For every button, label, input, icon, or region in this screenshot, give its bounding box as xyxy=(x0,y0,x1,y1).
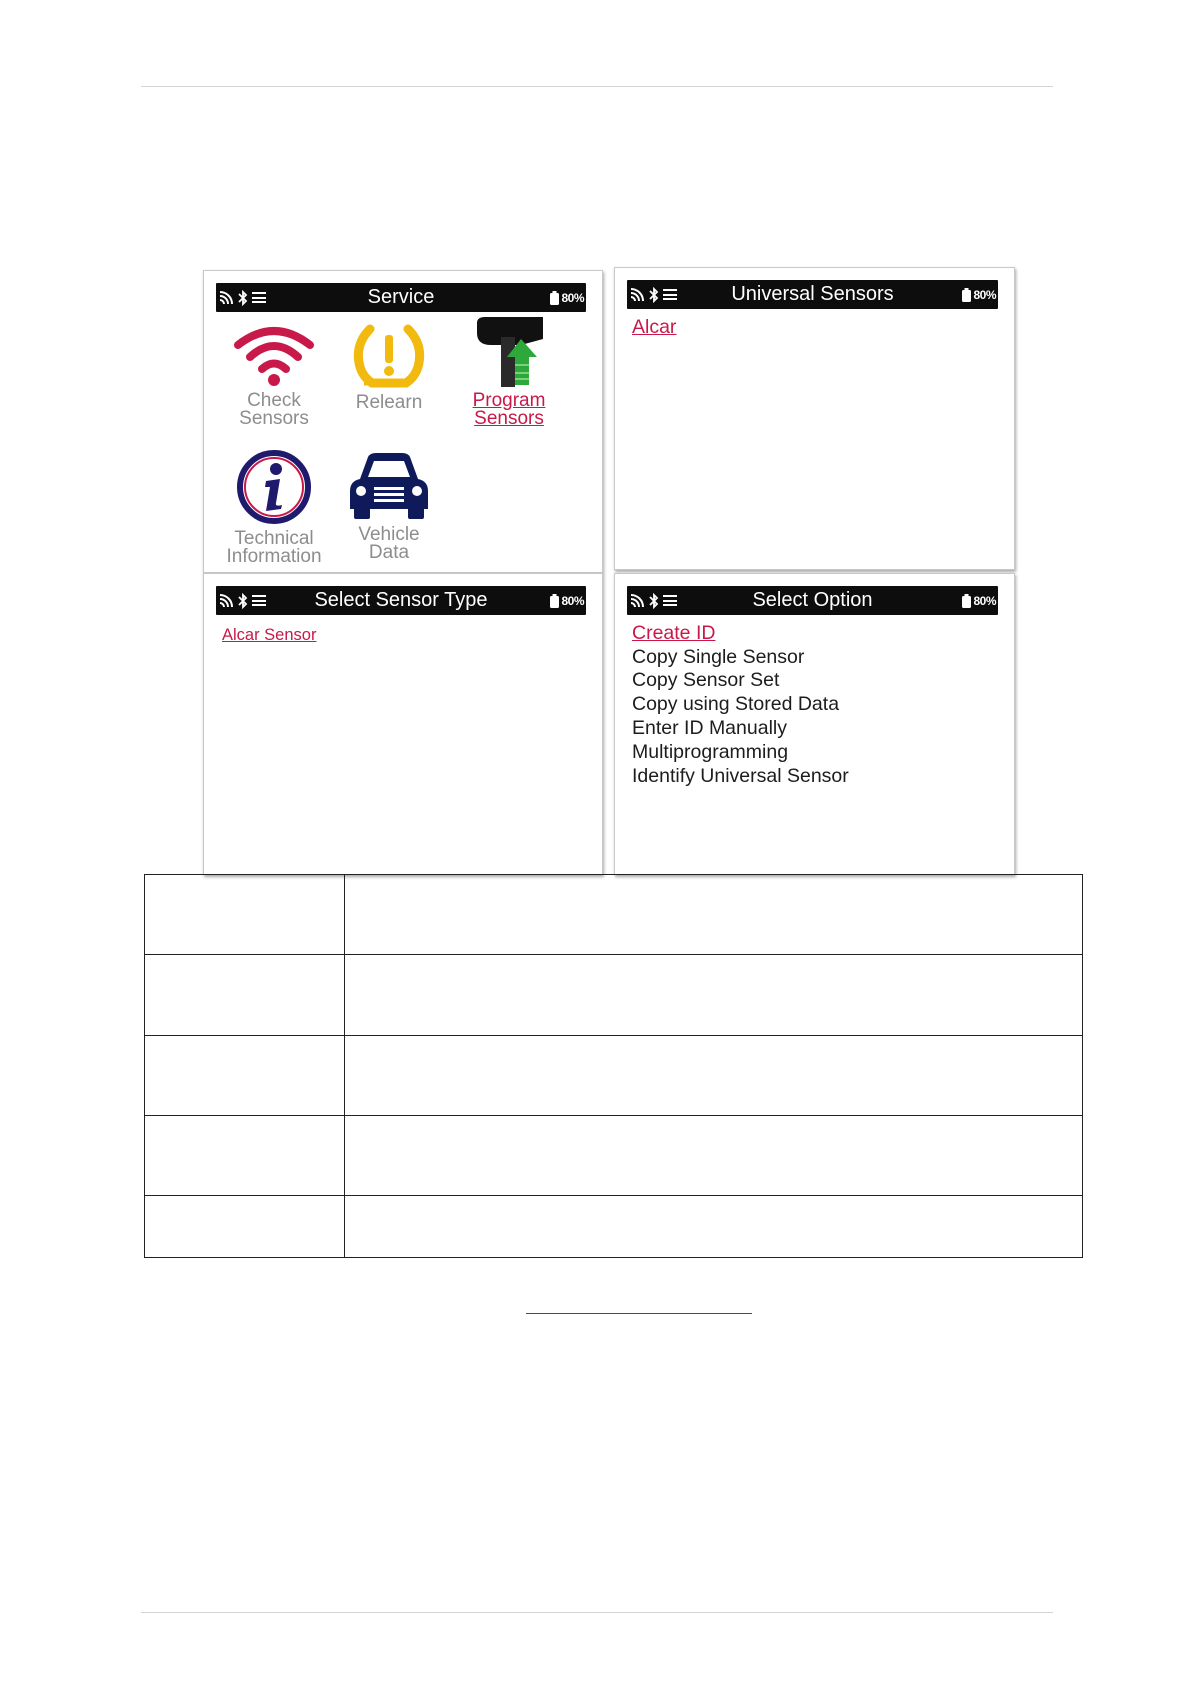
menu-item-copy-using-stored-data[interactable]: Copy using Stored Data xyxy=(632,693,840,715)
table-cell xyxy=(145,1116,345,1196)
battery-icon xyxy=(550,291,559,305)
table-cell xyxy=(145,875,345,955)
tile-label: Sensors xyxy=(239,408,309,429)
tile-technical-information[interactable] xyxy=(219,449,329,566)
table-cell xyxy=(345,875,1083,955)
battery-indicator xyxy=(550,288,584,307)
table-cell xyxy=(345,1036,1083,1116)
table-row xyxy=(145,1196,1083,1258)
screen-title: Select Sensor Type xyxy=(314,589,488,611)
tile-label: Information xyxy=(226,546,322,567)
tile-relearn[interactable] xyxy=(339,323,439,412)
service-screen xyxy=(203,270,603,573)
table-cell xyxy=(345,1196,1083,1258)
tile-label: Technical xyxy=(234,528,314,549)
universal-sensors-titlebar xyxy=(627,280,998,309)
service-titlebar xyxy=(216,283,586,312)
select-option-titlebar xyxy=(627,586,998,615)
select-sensor-type-screen xyxy=(203,573,603,875)
tile-label: Relearn xyxy=(355,392,423,413)
screen-title: Select Option xyxy=(752,589,873,611)
menu-item-multiprogramming[interactable]: Multiprogramming xyxy=(632,741,789,763)
program-sensor-icon xyxy=(471,317,547,387)
table-cell xyxy=(145,1196,345,1258)
menu-item-alcar[interactable]: Alcar xyxy=(632,316,677,338)
table-cell xyxy=(145,955,345,1036)
tpms-warning-icon xyxy=(350,323,428,389)
battery-icon xyxy=(550,594,559,608)
car-icon xyxy=(346,449,432,521)
select-sensor-type-titlebar xyxy=(216,586,586,615)
description-table xyxy=(144,874,1083,1258)
menu-item-create-id[interactable]: Create ID xyxy=(632,622,716,644)
tile-label: Data xyxy=(368,542,410,563)
battery-level: 80% xyxy=(561,290,584,305)
screen-title: Universal Sensors xyxy=(731,283,894,305)
table-cell xyxy=(345,955,1083,1036)
table-cell xyxy=(145,1036,345,1116)
menu-item-alcar-sensor[interactable]: Alcar Sensor xyxy=(222,626,317,644)
table-row xyxy=(145,1036,1083,1116)
battery-indicator xyxy=(550,591,584,610)
table-row xyxy=(145,875,1083,955)
tile-label: Check xyxy=(247,390,301,411)
menu-item-copy-single-sensor[interactable]: Copy Single Sensor xyxy=(632,646,805,668)
tile-vehicle-data[interactable] xyxy=(339,449,439,562)
hyperlink-underline[interactable] xyxy=(526,1313,752,1314)
table-row xyxy=(145,955,1083,1036)
header-rule xyxy=(141,86,1053,87)
battery-level: 80% xyxy=(973,287,996,302)
battery-indicator xyxy=(962,285,996,304)
tile-label: Sensors xyxy=(474,408,544,429)
battery-icon xyxy=(962,288,971,302)
tile-program-sensors[interactable] xyxy=(459,317,559,428)
wifi-icon xyxy=(232,323,316,387)
screen-title: Service xyxy=(367,286,435,308)
select-option-screen xyxy=(614,573,1015,875)
universal-sensors-screen xyxy=(614,267,1015,570)
info-icon xyxy=(236,449,312,525)
battery-icon xyxy=(962,594,971,608)
table-cell xyxy=(345,1116,1083,1196)
menu-item-identify-universal-sensor[interactable]: Identify Universal Sensor xyxy=(632,765,849,787)
battery-level: 80% xyxy=(973,593,996,608)
tile-label: Program xyxy=(472,390,546,411)
menu-item-copy-sensor-set[interactable]: Copy Sensor Set xyxy=(632,669,780,691)
battery-indicator xyxy=(962,591,996,610)
tile-label: Vehicle xyxy=(358,524,420,545)
tile-check-sensors[interactable] xyxy=(224,323,324,428)
menu-item-enter-id-manually[interactable]: Enter ID Manually xyxy=(632,717,787,739)
battery-level: 80% xyxy=(561,593,584,608)
footer-rule xyxy=(141,1612,1053,1613)
table-row xyxy=(145,1116,1083,1196)
